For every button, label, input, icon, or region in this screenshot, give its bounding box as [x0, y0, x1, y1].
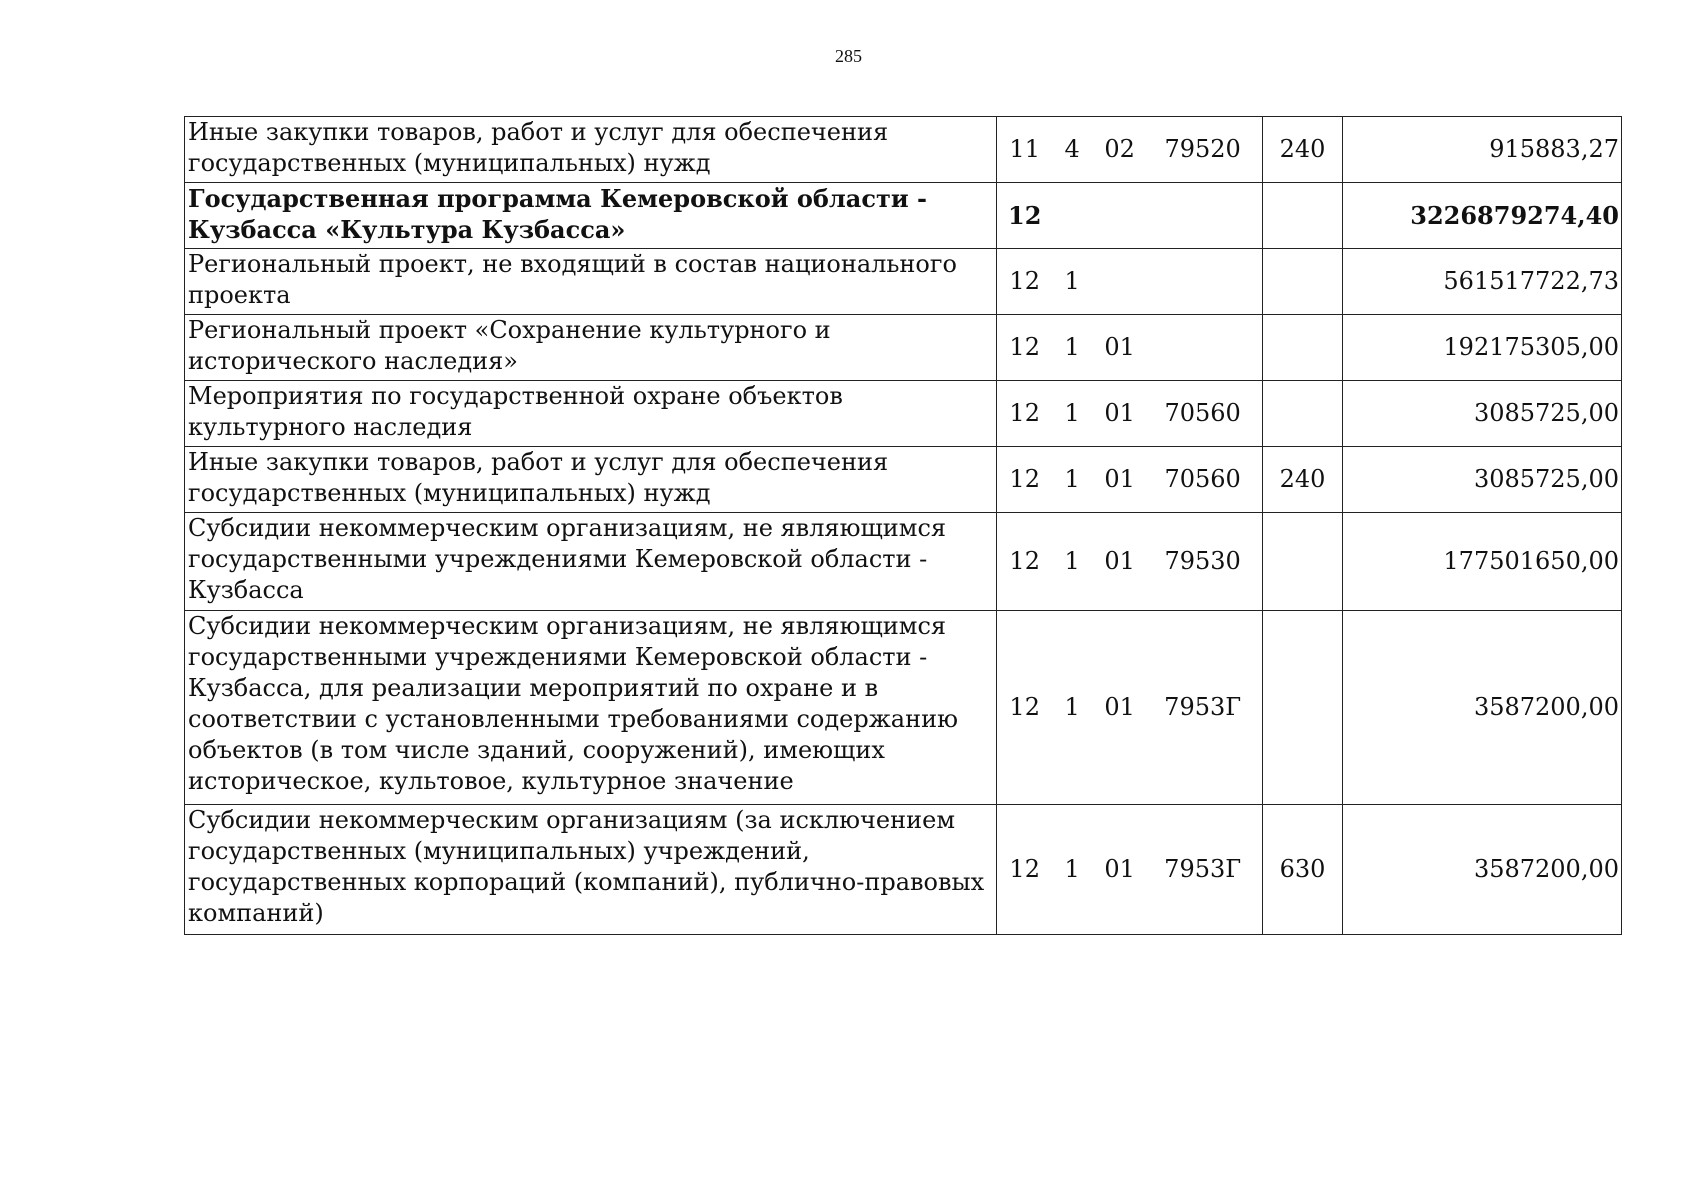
table-row: [185, 315, 1622, 381]
amount: 3085725,00: [1343, 447, 1622, 513]
amount: 3587200,00: [1343, 805, 1622, 935]
row-codes: [997, 249, 1263, 315]
row-codes: [997, 447, 1263, 513]
project-code: 01: [1104, 399, 1135, 427]
table-row: [185, 611, 1622, 805]
table-row: [185, 117, 1622, 183]
row-codes: [997, 611, 1263, 805]
table-row: [185, 447, 1622, 513]
table-row: [185, 249, 1622, 315]
row-codes: [997, 805, 1263, 935]
subprogram-code: 1: [1064, 333, 1080, 361]
subprogram-code: 1: [1064, 267, 1080, 295]
subprogram-code: 1: [1064, 547, 1080, 575]
row-description: Государственная программа Кемеровской области - Кузбасса «Культура Кузбасса»: [185, 183, 997, 249]
program-code: 12: [1009, 465, 1040, 493]
expense-type-code: [1263, 611, 1343, 805]
table-row: [185, 381, 1622, 447]
project-code: 02: [1104, 135, 1135, 163]
amount: 3226879274,40: [1343, 183, 1622, 249]
project-code: 01: [1104, 547, 1135, 575]
project-code: 01: [1104, 465, 1135, 493]
subprogram-code: 1: [1064, 465, 1080, 493]
program-code: 12: [1009, 693, 1040, 721]
project-code: 01: [1104, 693, 1135, 721]
subprogram-code: 1: [1064, 399, 1080, 427]
project-code: 01: [1104, 855, 1135, 883]
row-description: Мероприятия по государственной охране объектов культурного наследия: [185, 381, 997, 447]
table-row: [185, 805, 1622, 935]
expense-type-code: 630: [1263, 805, 1343, 935]
program-code: 12: [1008, 201, 1042, 230]
program-code: 12: [1009, 855, 1040, 883]
direction-code: 7953Г: [1164, 693, 1242, 721]
program-code: 12: [1009, 267, 1040, 295]
expense-type-code: [1263, 183, 1343, 249]
row-description: Иные закупки товаров, работ и услуг для обеспечения государственных (муниципальных) нужд: [185, 447, 997, 513]
table-row: [185, 513, 1622, 611]
row-description: Региональный проект, не входящий в состав национального проекта: [185, 249, 997, 315]
amount: 177501650,00: [1343, 513, 1622, 611]
row-codes: [997, 183, 1263, 249]
amount: 915883,27: [1343, 117, 1622, 183]
row-codes: [997, 513, 1263, 611]
table-row: [185, 183, 1622, 249]
amount: 192175305,00: [1343, 315, 1622, 381]
amount: 3085725,00: [1343, 381, 1622, 447]
row-codes: [997, 117, 1263, 183]
amount: 561517722,73: [1343, 249, 1622, 315]
subprogram-code: 1: [1064, 855, 1080, 883]
row-description: Субсидии некоммерческим организациям, не являющимся государственными учреждениями Кемеровской области - Кузбасса: [185, 513, 997, 611]
program-code: 12: [1009, 399, 1040, 427]
expense-type-code: 240: [1263, 447, 1343, 513]
direction-code: 70560: [1164, 399, 1241, 427]
row-description: Субсидии некоммерческим организациям (за исключением государственных (муниципальных) учреждений, государственных корпораций (компаний), публично-правовых компаний): [185, 805, 997, 935]
page-number: 285: [835, 46, 862, 66]
expense-type-code: [1263, 315, 1343, 381]
direction-code: 7953Г: [1164, 855, 1242, 883]
row-description: Субсидии некоммерческим организациям, не являющимся государственными учреждениями Кемеровской области - Кузбасса, для реализации мероприятий по охране и в соответствии с установленными требованиями содержанию объектов (в том числе зданий, сооружений), имеющих историческое, культовое, культурное значение: [185, 611, 997, 805]
program-code: 12: [1009, 333, 1040, 361]
program-code: 11: [1009, 135, 1040, 163]
expense-type-code: 240: [1263, 117, 1343, 183]
expense-type-code: [1263, 381, 1343, 447]
row-description: Иные закупки товаров, работ и услуг для обеспечения государственных (муниципальных) нужд: [185, 117, 997, 183]
row-codes: [997, 381, 1263, 447]
program-code: 12: [1009, 547, 1040, 575]
budget-table: [184, 116, 1622, 935]
expense-type-code: [1263, 513, 1343, 611]
project-code: 01: [1104, 333, 1135, 361]
direction-code: 70560: [1164, 465, 1241, 493]
row-description: Региональный проект «Сохранение культурного и исторического наследия»: [185, 315, 997, 381]
direction-code: 79530: [1164, 547, 1241, 575]
subprogram-code: 1: [1064, 693, 1080, 721]
row-codes: [997, 315, 1263, 381]
subprogram-code: 4: [1064, 135, 1080, 163]
expense-type-code: [1263, 249, 1343, 315]
direction-code: 79520: [1164, 135, 1241, 163]
amount: 3587200,00: [1343, 611, 1622, 805]
